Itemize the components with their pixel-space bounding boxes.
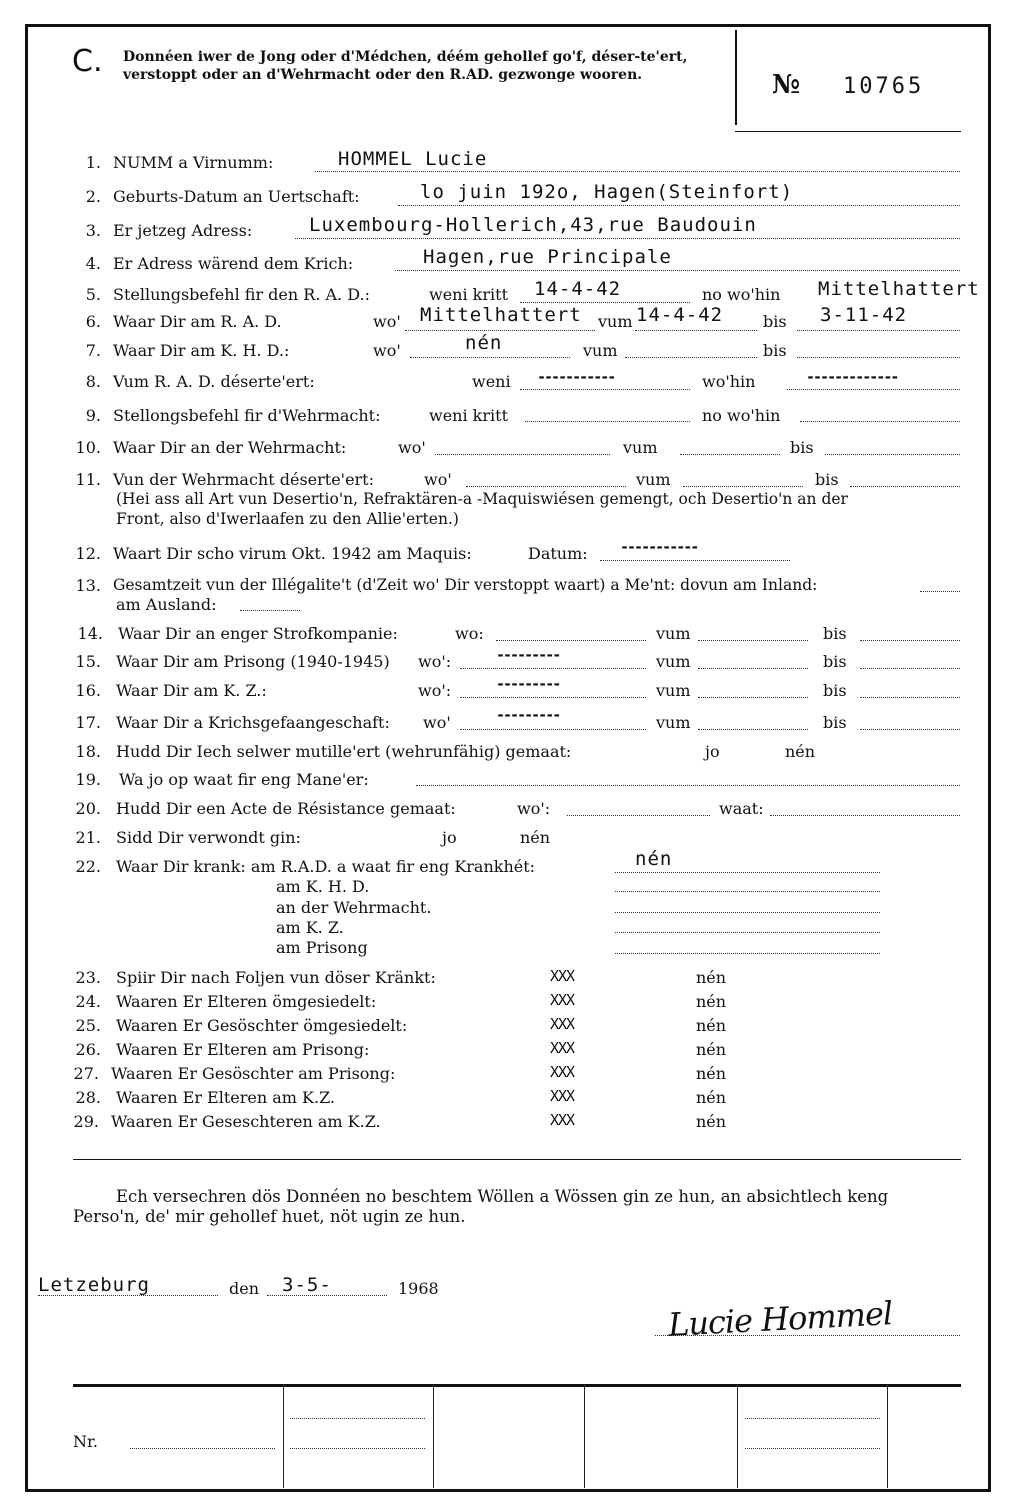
row-11-note-line2: Front, also d'Iwerlaafen zu den Allie'erten.) — [116, 510, 459, 528]
row-23-label: Spiir Dir nach Foljen vun döser Kränkt: — [116, 968, 436, 987]
row-16-dash: --------- — [496, 675, 560, 693]
header-divider — [735, 30, 737, 125]
row-14-to-line — [860, 640, 960, 641]
row-14-wo: wo: — [455, 624, 484, 643]
row-16-from-line — [698, 697, 808, 698]
row-10-from-line — [680, 454, 780, 455]
row-9-place-line — [800, 421, 960, 422]
row-28-label: Waaren Er Elteren am K.Z. — [116, 1088, 336, 1107]
row-5-place: Mittelhattert — [818, 278, 980, 300]
row-18-number: 18. — [75, 742, 101, 761]
row-14-vum: vum — [656, 624, 691, 643]
declaration-line2: Perso'n, de' mir gehollef huet, nöt ugin ze hun. — [73, 1207, 466, 1226]
row-6-number: 6. — [85, 312, 101, 331]
row-11-bis: bis — [815, 470, 839, 489]
row-5-label: Stellungsbefehl fir den R. A. D.: — [113, 285, 370, 304]
row-14-bis: bis — [823, 624, 847, 643]
row-9-label: Stellongsbefehl fir d'Wehrmacht: — [113, 406, 381, 425]
row-9-number: 9. — [85, 406, 101, 425]
row-6-to-line — [797, 330, 960, 331]
row-14-from-line — [698, 640, 808, 641]
row-13-ausland-line — [240, 610, 300, 611]
row-7-number: 7. — [85, 341, 101, 360]
date-value: 3-5- — [282, 1274, 332, 1296]
row-2-number: 2. — [85, 187, 101, 206]
row-10-vum: vum — [623, 438, 658, 457]
row-10-number: 10. — [75, 438, 101, 457]
row-17-number: 17. — [75, 713, 101, 732]
row-21-jo: jo — [442, 828, 457, 847]
row-7-place: nén — [465, 332, 503, 354]
row-10-place-line — [435, 454, 610, 455]
row-8-place-line — [787, 389, 960, 390]
row-14-label: Waar Dir an enger Strofkompanie: — [118, 624, 398, 643]
row-6-wo: wo' — [373, 312, 401, 331]
row-17-dash: --------- — [496, 706, 560, 724]
row-8-date-line — [520, 389, 690, 390]
grid-col-line-5 — [887, 1384, 888, 1488]
row-22-line-0 — [615, 872, 880, 873]
row-25-nen: nén — [696, 1016, 727, 1035]
row-8-wohin: wo'hin — [702, 372, 756, 391]
grid-col-line-4 — [737, 1384, 738, 1488]
row-22-line-3 — [615, 932, 880, 933]
row-10-label: Waar Dir an der Wehrmacht: — [113, 438, 347, 457]
row-15-bis: bis — [823, 652, 847, 671]
row-5-date: 14-4-42 — [534, 278, 622, 300]
row-15-place-line — [460, 668, 646, 669]
row-17-vum: vum — [656, 713, 691, 732]
row-16-label: Waar Dir am K. Z.: — [116, 681, 267, 700]
row-22-label: Waar Dir krank: am R.A.D. a waat fir eng Krankhét: — [116, 857, 536, 876]
row-7-to-line — [797, 357, 960, 358]
row-17-to-line — [860, 729, 960, 730]
row-6-bis: bis — [763, 312, 787, 331]
row-16-wo: wo': — [418, 681, 452, 700]
row-24-nen: nén — [696, 992, 727, 1011]
row-17-from-line — [698, 729, 808, 730]
row-17-place-line — [460, 729, 646, 730]
row-15-label: Waar Dir am Prisong (1940-1945) — [116, 652, 390, 671]
year-value: 1968 — [398, 1279, 439, 1298]
row-9-weni: weni kritt — [429, 406, 508, 425]
row-10-bis: bis — [790, 438, 814, 457]
row-29-number: 29. — [73, 1112, 99, 1131]
row-15-dash: --------- — [496, 646, 560, 664]
form-number: 10765 — [843, 74, 925, 99]
row-22-line-2 — [615, 912, 880, 913]
nr-label: Nr. — [73, 1432, 98, 1451]
row-19-number: 19. — [75, 770, 101, 789]
row-7-place-line — [410, 357, 570, 358]
row-25-label: Waaren Er Gesöschter ömgesiedelt: — [116, 1016, 408, 1035]
row-21-label: Sidd Dir verwondt gin: — [116, 828, 301, 847]
row-15-to-line — [860, 668, 960, 669]
row-9-wohin: no wo'hin — [702, 406, 781, 425]
row-23-jo: XXX — [550, 967, 575, 985]
row-25-jo: XXX — [550, 1015, 575, 1033]
row-25-number: 25. — [75, 1016, 101, 1035]
row-17-bis: bis — [823, 713, 847, 732]
row-20-number: 20. — [75, 799, 101, 818]
row-17-wo: wo' — [423, 713, 451, 732]
row-2-label: Geburts-Datum an Uertschaft: — [113, 187, 360, 206]
row-12-label: Waart Dir scho virum Okt. 1942 am Maquis: — [113, 544, 472, 563]
grid-dots-1 — [290, 1418, 425, 1419]
row-18-jo: jo — [705, 742, 720, 761]
row-11-note-line1: (Hei ass all Art vun Desertio'n, Refraktären-a -Maquiswiésen gemengt, och Desertio'n an der — [116, 490, 848, 508]
bottom-grid-top-rule — [73, 1384, 961, 1387]
row-22-sub-3: am Prisong — [276, 938, 368, 957]
row-22-line-4 — [615, 953, 880, 954]
place-value: Letzeburg — [38, 1274, 150, 1296]
row-9-date-line — [525, 421, 690, 422]
row-5-number: 5. — [85, 285, 101, 304]
row-22-number: 22. — [75, 857, 101, 876]
row-14-number: 14. — [77, 624, 103, 643]
row-26-number: 26. — [75, 1040, 101, 1059]
row-7-bis: bis — [763, 341, 787, 360]
intro-text: Donnéen iwer de Jong oder d'Médchen, déém gehollef go'f, déser-te'ert, verstoppt oder an d'Wehrmacht oder den R.AD. gezwonge wooren. — [123, 49, 688, 83]
row-4-number: 4. — [85, 254, 101, 273]
row-1-value: HOMMEL Lucie — [338, 148, 488, 170]
row-20-wo: wo': — [517, 799, 551, 818]
row-18-label: Hudd Dir Iech selwer mutille'ert (wehrunfähig) gemaat: — [116, 742, 572, 761]
row-7-label: Waar Dir am K. H. D.: — [113, 341, 290, 360]
section-letter: C. — [72, 44, 103, 79]
row-13-number: 13. — [75, 576, 101, 595]
row-2-field-line — [398, 205, 960, 206]
row-3-number: 3. — [85, 221, 101, 240]
row-18-nen: nén — [785, 742, 816, 761]
row-22-value: nén — [635, 848, 673, 870]
row-21-number: 21. — [75, 828, 101, 847]
row-16-bis: bis — [823, 681, 847, 700]
row-5-weni: weni kritt — [429, 285, 508, 304]
row-22-sub-1: an der Wehrmacht. — [276, 898, 432, 917]
row-26-nen: nén — [696, 1040, 727, 1059]
row-13-label2: am Ausland: — [116, 595, 217, 614]
row-28-jo: XXX — [550, 1087, 575, 1105]
row-5-date-line — [520, 302, 690, 303]
row-15-from-line — [698, 668, 808, 669]
row-11-wo: wo' — [424, 470, 452, 489]
row-27-nen: nén — [696, 1064, 727, 1083]
row-4-field-line — [395, 270, 960, 271]
row-24-label: Waaren Er Elteren ömgesiedelt: — [116, 992, 377, 1011]
row-6-from-line — [635, 330, 757, 331]
row-12-datum: Datum: — [528, 544, 588, 563]
row-15-wo: wo': — [418, 652, 452, 671]
row-10-to-line — [825, 454, 960, 455]
row-28-number: 28. — [75, 1088, 101, 1107]
row-12-date-line — [600, 560, 790, 561]
row-8-weni: weni — [472, 372, 511, 391]
row-23-nen: nén — [696, 968, 727, 987]
grid-dots-3 — [745, 1418, 880, 1419]
row-29-nen: nén — [696, 1112, 727, 1131]
grid-dots-4 — [745, 1448, 880, 1449]
row-3-field-line — [295, 238, 960, 239]
row-7-vum: vum — [583, 341, 618, 360]
row-26-jo: XXX — [550, 1039, 575, 1057]
row-29-jo: XXX — [550, 1111, 575, 1129]
row-8-date-dash: ----------- — [537, 368, 615, 386]
row-6-place-line — [405, 330, 595, 331]
row-11-vum: vum — [636, 470, 671, 489]
row-8-label: Vum R. A. D. déserte'ert: — [113, 372, 315, 391]
number-symbol: № — [772, 70, 801, 100]
row-29-label: Waaren Er Geseschteren am K.Z. — [111, 1112, 381, 1131]
row-16-to-line — [860, 697, 960, 698]
row-8-number: 8. — [85, 372, 101, 391]
row-19-label: Wa jo op waat fir eng Mane'er: — [119, 770, 369, 789]
row-19-line — [416, 785, 960, 786]
row-13-inland-line — [920, 591, 960, 592]
row-15-vum: vum — [656, 652, 691, 671]
row-1-field-line — [315, 171, 960, 172]
row-6-vum: vum — [598, 312, 633, 331]
row-7-from-line — [625, 357, 757, 358]
row-12-date-dash: ----------- — [620, 538, 698, 556]
row-24-number: 24. — [75, 992, 101, 1011]
row-23-number: 23. — [75, 968, 101, 987]
declaration-line1: Ech versechren dös Donnéen no beschtem Wöllen a Wössen gin ze hun, an absichtlech keng — [116, 1187, 889, 1206]
row-22-sub-0: am K. H. D. — [276, 877, 370, 896]
row-27-label: Waaren Er Gesöschter am Prisong: — [111, 1064, 396, 1083]
row-1-number: 1. — [85, 153, 101, 172]
row-4-value: Hagen,rue Principale — [423, 246, 672, 268]
row-5-wohin: no wo'hin — [702, 285, 781, 304]
row-14-place-line — [496, 640, 646, 641]
row-16-number: 16. — [75, 681, 101, 700]
signature: Lucie Hommel — [667, 1294, 893, 1344]
grid-col-line-1 — [283, 1384, 284, 1488]
row-28-nen: nén — [696, 1088, 727, 1107]
row-10-wo: wo' — [398, 438, 426, 457]
row-11-label: Vun der Wehrmacht déserte'ert: — [113, 470, 374, 489]
row-8-place-dash: ------------- — [806, 368, 898, 386]
row-3-value: Luxembourg-Hollerich,43,rue Baudouin — [309, 214, 757, 236]
row-20-what-line — [770, 815, 960, 816]
row-13-label: Gesamtzeit vun der Illégalite't (d'Zeit wo' Dir verstoppt waart) a Me'nt: dovun am Inland: — [113, 576, 818, 594]
row-2-value: lo juin 192o, Hagen(Steinfort) — [420, 181, 794, 203]
row-22-line-1 — [615, 891, 880, 892]
row-11-to-line — [850, 486, 960, 487]
row-11-number: 11. — [75, 470, 101, 489]
grid-col-line-3 — [584, 1384, 585, 1488]
row-20-place-line — [567, 815, 710, 816]
row-6-from: 14-4-42 — [636, 304, 724, 326]
row-6-label: Waar Dir am R. A. D. — [113, 312, 282, 331]
row-21-nen: nén — [520, 828, 551, 847]
row-24-jo: XXX — [550, 991, 575, 1009]
row-20-label: Hudd Dir een Acte de Résistance gemaat: — [116, 799, 456, 818]
row-27-jo: XXX — [550, 1063, 575, 1081]
declaration-rule — [73, 1159, 961, 1160]
row-4-label: Er Adress wärend dem Krich: — [113, 254, 354, 273]
row-20-waat: waat: — [719, 799, 764, 818]
row-16-place-line — [460, 697, 646, 698]
row-22-sub-2: am K. Z. — [276, 918, 344, 937]
grid-dots-2 — [290, 1448, 425, 1449]
row-11-place-line — [466, 486, 626, 487]
row-6-place: Mittelhattert — [420, 304, 582, 326]
row-27-number: 27. — [73, 1064, 99, 1083]
row-15-number: 15. — [75, 652, 101, 671]
row-3-label: Er jetzeg Adress: — [113, 221, 253, 240]
row-17-label: Waar Dir a Krichsgefaangeschaft: — [116, 713, 390, 732]
grid-col-line-2 — [433, 1384, 434, 1488]
header-rule — [735, 131, 961, 132]
row-6-to: 3-11-42 — [820, 304, 908, 326]
row-12-number: 12. — [75, 544, 101, 563]
den-label: den — [229, 1279, 260, 1298]
row-1-label: NUMM a Virnumm: — [113, 153, 274, 172]
row-26-label: Waaren Er Elteren am Prisong: — [116, 1040, 370, 1059]
row-7-wo: wo' — [373, 341, 401, 360]
row-11-from-line — [683, 486, 803, 487]
nr-line — [130, 1448, 275, 1449]
row-16-vum: vum — [656, 681, 691, 700]
